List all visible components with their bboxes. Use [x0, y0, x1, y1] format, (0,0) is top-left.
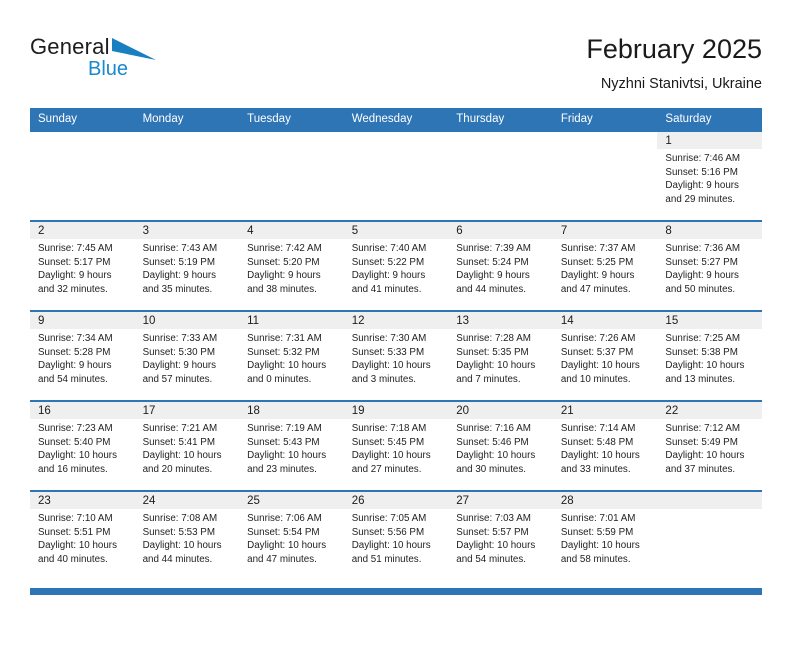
day-cell-3 [135, 222, 240, 310]
day-number-band [239, 222, 344, 239]
day-cell-14 [553, 312, 658, 400]
empty-cell [344, 132, 449, 220]
calendar [30, 108, 762, 595]
day-cell-7 [553, 222, 658, 310]
daylight-line-cont: and 0 minutes. [247, 373, 312, 385]
day-number: 1 [665, 134, 672, 147]
day-cell-body [657, 149, 762, 206]
sunrise-line: Sunrise: 7:28 AM [456, 333, 531, 344]
day-cell-body [239, 239, 344, 296]
title-block [586, 34, 762, 92]
day-number-band [30, 132, 135, 149]
day-number-band [135, 312, 240, 329]
sunrise-line: Sunrise: 7:05 AM [351, 513, 427, 524]
day-number-band [657, 492, 762, 509]
sunrise-line: Sunrise: 7:14 AM [560, 423, 636, 434]
sunrise-line: Sunrise: 7:31 AM [247, 333, 322, 344]
week-row-4 [30, 400, 762, 490]
daylight-line: Daylight: 10 hours [456, 540, 536, 552]
day-number: 27 [456, 494, 470, 507]
daylight-line-cont: and 51 minutes. [351, 553, 422, 565]
day-cell-23 [30, 492, 135, 580]
daylight-line: Daylight: 10 hours [247, 450, 327, 462]
daylight-line-cont: and 41 minutes. [351, 283, 422, 295]
day-number-band [448, 402, 553, 419]
sunrise-line: Sunrise: 7:25 AM [665, 333, 741, 344]
day-number: 21 [560, 404, 574, 417]
day-cell-13 [448, 312, 553, 400]
calendar-footer-bar [30, 588, 762, 595]
day-cell-16 [30, 402, 135, 490]
calendar-grid [30, 130, 762, 580]
sunrise-line: Sunrise: 7:42 AM [247, 243, 322, 254]
day-number-band [344, 492, 449, 509]
day-cell-body [448, 419, 553, 476]
daylight-line: Daylight: 10 hours [456, 450, 536, 462]
daylight-line: Daylight: 9 hours [247, 270, 321, 282]
weekday-saturday: Saturday [665, 113, 712, 125]
daylight-line-cont: and 32 minutes. [38, 283, 108, 295]
daylight-line-cont: and 16 minutes. [38, 463, 108, 475]
daylight-line-cont: and 50 minutes. [665, 283, 736, 295]
day-number: 20 [456, 404, 470, 417]
daylight-line: Daylight: 9 hours [560, 270, 635, 282]
daylight-line-cont: and 13 minutes. [665, 373, 736, 385]
logo-text-general: General [30, 34, 110, 59]
daylight-line: Daylight: 10 hours [560, 540, 640, 552]
sunset-line: Sunset: 5:32 PM [247, 346, 320, 358]
day-cell-body [344, 239, 449, 296]
day-number: 23 [38, 494, 51, 507]
day-number-band [135, 222, 240, 239]
sunset-line: Sunset: 5:25 PM [560, 256, 634, 268]
day-cell-1 [657, 132, 762, 220]
daylight-line-cont: and 10 minutes. [560, 373, 631, 385]
sunset-line: Sunset: 5:40 PM [38, 436, 111, 448]
week-row-1 [30, 130, 762, 220]
day-number-band [239, 402, 344, 419]
sunset-line: Sunset: 5:38 PM [665, 346, 738, 358]
day-cell-body [344, 509, 449, 566]
day-number-band [30, 492, 135, 509]
sunrise-line: Sunrise: 7:26 AM [560, 333, 636, 344]
day-number: 8 [665, 224, 672, 237]
day-number: 15 [665, 314, 679, 327]
day-number: 16 [38, 404, 51, 417]
empty-cell [135, 132, 240, 220]
sunrise-line: Sunrise: 7:37 AM [560, 243, 636, 254]
weekday-monday: Monday [142, 113, 184, 125]
day-number: 3 [142, 224, 149, 237]
day-cell-body [135, 239, 240, 296]
daylight-line-cont: and 44 minutes. [142, 553, 213, 565]
day-number-band [657, 312, 762, 329]
daylight-line-cont: and 35 minutes. [142, 283, 213, 295]
day-number: 24 [142, 494, 156, 507]
sunset-line: Sunset: 5:45 PM [351, 436, 425, 448]
day-number-band [344, 222, 449, 239]
general-blue-logo [30, 34, 156, 81]
daylight-line-cont: and 54 minutes. [38, 373, 108, 385]
weekday-header-row [30, 108, 762, 130]
daylight-line-cont: and 47 minutes. [247, 553, 317, 565]
day-cell-24 [135, 492, 240, 580]
sunset-line: Sunset: 5:17 PM [38, 256, 111, 268]
sunset-line: Sunset: 5:59 PM [560, 526, 634, 538]
daylight-line: Daylight: 10 hours [247, 540, 327, 552]
sunrise-line: Sunrise: 7:39 AM [456, 243, 531, 254]
day-cell-body [553, 329, 658, 386]
day-number-band [553, 132, 658, 149]
day-cell-body [239, 419, 344, 476]
day-cell-body [344, 419, 449, 476]
day-number: 10 [142, 314, 156, 327]
day-number-band [657, 402, 762, 419]
daylight-line-cont: and 58 minutes. [560, 553, 631, 565]
daylight-line: Daylight: 10 hours [560, 360, 640, 372]
sunset-line: Sunset: 5:24 PM [456, 256, 529, 268]
daylight-line: Daylight: 9 hours [142, 270, 217, 282]
day-number-band [30, 402, 135, 419]
daylight-line: Daylight: 10 hours [665, 450, 745, 462]
daylight-line-cont: and 44 minutes. [456, 283, 526, 295]
sunrise-line: Sunrise: 7:08 AM [142, 513, 218, 524]
sunset-line: Sunset: 5:16 PM [665, 166, 738, 178]
day-cell-body [135, 149, 240, 152]
sunset-line: Sunset: 5:19 PM [142, 256, 215, 268]
day-number: 14 [560, 314, 574, 327]
sunrise-line: Sunrise: 7:23 AM [38, 423, 113, 434]
sunset-line: Sunset: 5:48 PM [560, 436, 634, 448]
daylight-line: Daylight: 9 hours [38, 360, 112, 372]
daylight-line: Daylight: 10 hours [142, 450, 222, 462]
day-number-band [239, 312, 344, 329]
sunset-line: Sunset: 5:37 PM [560, 346, 634, 358]
week-row-2 [30, 220, 762, 310]
logo-text-blue: Blue [88, 58, 129, 80]
day-cell-18 [239, 402, 344, 490]
day-cell-body [30, 329, 135, 386]
daylight-line: Daylight: 10 hours [351, 360, 431, 372]
sunset-line: Sunset: 5:51 PM [38, 526, 111, 538]
day-cell-6 [448, 222, 553, 310]
daylight-line-cont: and 40 minutes. [38, 553, 108, 565]
day-number-band [448, 222, 553, 239]
daylight-line-cont: and 37 minutes. [665, 463, 736, 475]
day-number-band [239, 132, 344, 149]
day-cell-body [553, 509, 658, 566]
sunset-line: Sunset: 5:30 PM [142, 346, 215, 358]
weekday-sunday: Sunday [38, 113, 78, 125]
page-title: February 2025 [586, 34, 762, 64]
sunrise-line: Sunrise: 7:34 AM [38, 333, 113, 344]
day-number-band [448, 312, 553, 329]
daylight-line: Daylight: 9 hours [665, 270, 739, 282]
day-number: 7 [560, 224, 568, 237]
weekday-friday: Friday [560, 113, 593, 125]
day-cell-body [657, 509, 762, 512]
day-cell-15 [657, 312, 762, 400]
daylight-line: Daylight: 9 hours [665, 180, 739, 192]
sunset-line: Sunset: 5:49 PM [665, 436, 738, 448]
empty-cell [239, 132, 344, 220]
empty-cell [448, 132, 553, 220]
daylight-line: Daylight: 10 hours [456, 360, 536, 372]
sunrise-line: Sunrise: 7:45 AM [38, 243, 113, 254]
daylight-line: Daylight: 9 hours [38, 270, 112, 282]
sunrise-line: Sunrise: 7:18 AM [351, 423, 427, 434]
day-number: 9 [38, 314, 45, 327]
daylight-line: Daylight: 10 hours [560, 450, 640, 462]
sunrise-line: Sunrise: 7:06 AM [247, 513, 322, 524]
day-cell-body [30, 239, 135, 296]
daylight-line-cont: and 47 minutes. [560, 283, 631, 295]
day-cell-25 [239, 492, 344, 580]
sunrise-line: Sunrise: 7:19 AM [247, 423, 322, 434]
day-number-band [344, 132, 449, 149]
daylight-line-cont: and 57 minutes. [142, 373, 213, 385]
day-number-band [135, 402, 240, 419]
sunset-line: Sunset: 5:33 PM [351, 346, 425, 358]
daylight-line-cont: and 23 minutes. [247, 463, 317, 475]
day-cell-body [448, 149, 553, 152]
sunset-line: Sunset: 5:41 PM [142, 436, 215, 448]
day-number: 17 [142, 404, 156, 417]
day-cell-body [239, 509, 344, 566]
day-number-band [344, 402, 449, 419]
day-number: 19 [351, 404, 365, 417]
day-number-band [135, 132, 240, 149]
day-cell-2 [30, 222, 135, 310]
sunrise-line: Sunrise: 7:03 AM [456, 513, 531, 524]
day-number: 2 [38, 224, 45, 237]
sunset-line: Sunset: 5:20 PM [247, 256, 320, 268]
sunset-line: Sunset: 5:22 PM [351, 256, 425, 268]
day-cell-body [657, 239, 762, 296]
day-cell-body [239, 329, 344, 386]
sunrise-line: Sunrise: 7:01 AM [560, 513, 636, 524]
day-number-band [239, 492, 344, 509]
daylight-line-cont: and 27 minutes. [351, 463, 422, 475]
sunset-line: Sunset: 5:56 PM [351, 526, 425, 538]
day-cell-body [135, 329, 240, 386]
sunrise-line: Sunrise: 7:16 AM [456, 423, 531, 434]
daylight-line: Daylight: 10 hours [351, 450, 431, 462]
sunset-line: Sunset: 5:57 PM [456, 526, 529, 538]
day-number-band [30, 312, 135, 329]
sunrise-line: Sunrise: 7:21 AM [142, 423, 218, 434]
day-cell-20 [448, 402, 553, 490]
day-number-band [344, 312, 449, 329]
day-cell-26 [344, 492, 449, 580]
sunset-line: Sunset: 5:27 PM [665, 256, 738, 268]
daylight-line-cont: and 7 minutes. [456, 373, 521, 385]
day-number: 25 [247, 494, 260, 507]
day-number-band [448, 492, 553, 509]
page-header [30, 34, 762, 92]
day-cell-body [657, 419, 762, 476]
day-cell-body [657, 329, 762, 386]
day-cell-19 [344, 402, 449, 490]
daylight-line: Daylight: 10 hours [142, 540, 222, 552]
sunrise-line: Sunrise: 7:36 AM [665, 243, 741, 254]
daylight-line: Daylight: 10 hours [351, 540, 431, 552]
day-cell-body [553, 419, 658, 476]
sunset-line: Sunset: 5:53 PM [142, 526, 215, 538]
sunset-line: Sunset: 5:43 PM [247, 436, 320, 448]
sunset-line: Sunset: 5:28 PM [38, 346, 111, 358]
daylight-line-cont: and 30 minutes. [456, 463, 526, 475]
day-number: 13 [456, 314, 470, 327]
day-cell-17 [135, 402, 240, 490]
day-number: 18 [247, 404, 260, 417]
day-number: 5 [351, 224, 359, 237]
day-cell-body [30, 419, 135, 476]
week-row-5 [30, 490, 762, 580]
sunrise-line: Sunrise: 7:46 AM [665, 153, 741, 164]
empty-cell [657, 492, 762, 580]
day-cell-12 [344, 312, 449, 400]
daylight-line: Daylight: 10 hours [38, 450, 117, 462]
daylight-line: Daylight: 10 hours [247, 360, 327, 372]
sunrise-line: Sunrise: 7:30 AM [351, 333, 427, 344]
day-cell-10 [135, 312, 240, 400]
daylight-line-cont: and 38 minutes. [247, 283, 317, 295]
sunrise-line: Sunrise: 7:12 AM [665, 423, 741, 434]
day-cell-body [344, 329, 449, 386]
day-cell-11 [239, 312, 344, 400]
daylight-line-cont: and 33 minutes. [560, 463, 631, 475]
daylight-line: Daylight: 9 hours [351, 270, 426, 282]
day-cell-28 [553, 492, 658, 580]
day-cell-body [448, 329, 553, 386]
day-number-band [657, 132, 762, 149]
day-number: 6 [456, 224, 463, 237]
day-cell-5 [344, 222, 449, 310]
day-number: 11 [247, 314, 260, 327]
day-number: 26 [351, 494, 365, 507]
day-number-band [553, 492, 658, 509]
day-number-band [553, 312, 658, 329]
sunset-line: Sunset: 5:35 PM [456, 346, 529, 358]
day-number-band [553, 222, 658, 239]
day-number: 12 [351, 314, 365, 327]
day-cell-body [344, 149, 449, 152]
daylight-line-cont: and 3 minutes. [351, 373, 416, 385]
daylight-line-cont: and 54 minutes. [456, 553, 526, 565]
day-cell-body [448, 239, 553, 296]
day-number-band [448, 132, 553, 149]
day-cell-21 [553, 402, 658, 490]
day-cell-22 [657, 402, 762, 490]
day-cell-body [553, 239, 658, 296]
day-number-band [135, 492, 240, 509]
sunrise-line: Sunrise: 7:10 AM [38, 513, 113, 524]
calendar-page [0, 34, 792, 595]
day-cell-body [239, 149, 344, 152]
day-cell-body [448, 509, 553, 566]
day-cell-body [30, 149, 135, 152]
day-cell-27 [448, 492, 553, 580]
weekday-tuesday: Tuesday [247, 113, 291, 125]
daylight-line-cont: and 20 minutes. [142, 463, 213, 475]
sunrise-line: Sunrise: 7:43 AM [142, 243, 218, 254]
sunrise-line: Sunrise: 7:33 AM [142, 333, 218, 344]
empty-cell [30, 132, 135, 220]
daylight-line: Daylight: 9 hours [142, 360, 217, 372]
daylight-line: Daylight: 10 hours [38, 540, 117, 552]
page-subtitle: Nyzhni Stanivtsi, Ukraine [600, 76, 762, 92]
day-cell-8 [657, 222, 762, 310]
day-cell-body [135, 509, 240, 566]
day-number: 22 [665, 404, 679, 417]
daylight-line: Daylight: 10 hours [665, 360, 745, 372]
empty-cell [553, 132, 658, 220]
daylight-line-cont: and 29 minutes. [665, 193, 736, 205]
day-number: 28 [560, 494, 574, 507]
sunset-line: Sunset: 5:46 PM [456, 436, 529, 448]
daylight-line: Daylight: 9 hours [456, 270, 530, 282]
day-number-band [30, 222, 135, 239]
sunset-line: Sunset: 5:54 PM [247, 526, 320, 538]
day-number-band [657, 222, 762, 239]
weekday-wednesday: Wednesday [351, 113, 413, 125]
weekday-thursday: Thursday [456, 113, 505, 125]
day-cell-body [30, 509, 135, 566]
day-cell-4 [239, 222, 344, 310]
sunrise-line: Sunrise: 7:40 AM [351, 243, 427, 254]
day-number-band [553, 402, 658, 419]
day-cell-9 [30, 312, 135, 400]
day-number: 4 [247, 224, 254, 237]
day-cell-body [135, 419, 240, 476]
day-cell-body [553, 149, 658, 152]
week-row-3 [30, 310, 762, 400]
